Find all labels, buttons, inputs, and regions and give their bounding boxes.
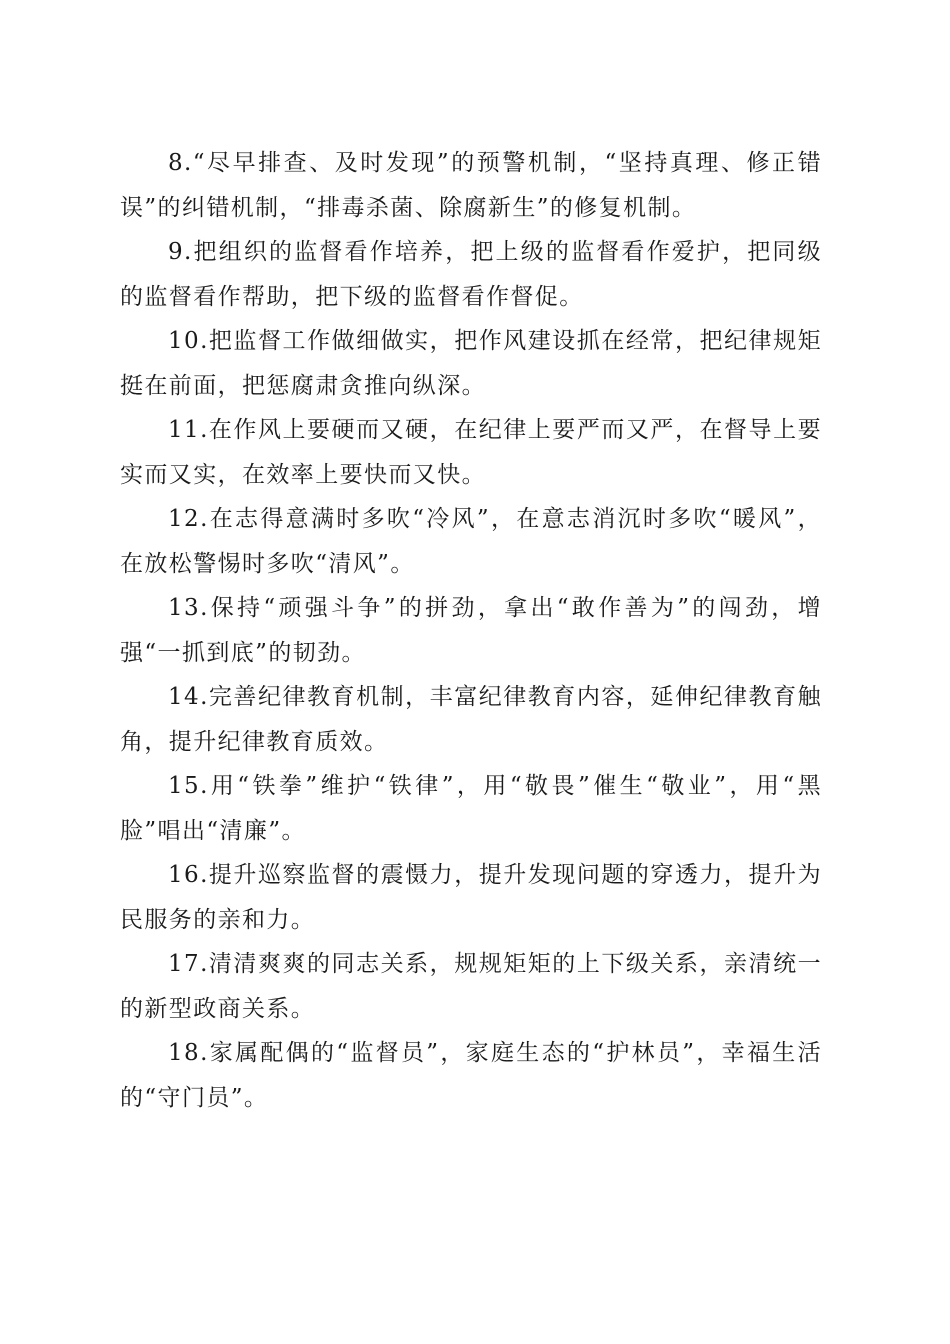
list-item: 8.“尽早排查、及时发现”的预警机制，“坚持真理、修正错误”的纠错机制，“排毒杀菌、除腐新生”的修复机制。 xyxy=(120,150,822,221)
list-item: 10.把监督工作做细做实，把作风建设抓在经常，把纪律规矩挺在前面，把惩腐肃贪推向纵深。 xyxy=(120,328,822,399)
list-item: 9.把组织的监督看作培养，把上级的监督看作爱护，把同级的监督看作帮助，把下级的监督看作督促。 xyxy=(120,239,822,310)
list-item: 12.在志得意满时多吹“冷风”，在意志消沉时多吹“暖风”，在放松警惕时多吹“清风”。 xyxy=(120,506,822,577)
list-item: 17.清清爽爽的同志关系，规规矩矩的上下级关系，亲清统一的新型政商关系。 xyxy=(120,951,822,1022)
list-item: 16.提升巡察监督的震慑力，提升发现问题的穿透力，提升为民服务的亲和力。 xyxy=(120,862,822,933)
list-item: 14.完善纪律教育机制，丰富纪律教育内容，延伸纪律教育触角，提升纪律教育质效。 xyxy=(120,684,822,755)
list-item: 15.用“铁拳”维护“铁律”，用“敬畏”催生“敬业”，用“黑脸”唱出“清廉”。 xyxy=(120,773,822,844)
list-item: 18.家属配偶的“监督员”，家庭生态的“护林员”，幸福生活的“守门员”。 xyxy=(120,1040,822,1111)
list-item: 11.在作风上要硬而又硬，在纪律上要严而又严，在督导上要实而又实，在效率上要快而又快。 xyxy=(120,417,822,488)
list-item: 13.保持“顽强斗争”的拼劲，拿出“敢作善为”的闯劲，增强“一抓到底”的韧劲。 xyxy=(120,595,822,666)
document-body xyxy=(120,141,822,1120)
